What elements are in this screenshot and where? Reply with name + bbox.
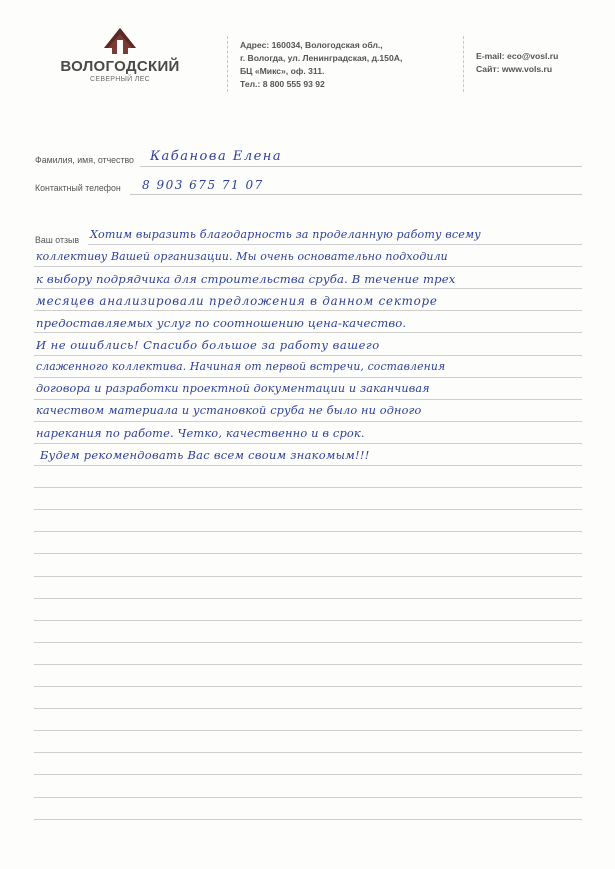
- name-value: Кабанова Елена: [150, 149, 283, 164]
- review-line: нарекания по работе. Четко, качественно и в срок.: [36, 426, 365, 440]
- phone-line: Тел.: 8 800 555 93 92: [240, 79, 325, 89]
- email-text: E-mail: eco@vosl.ru: [476, 51, 559, 61]
- review-line: предоставляемых услуг по соотношению цена-качество.: [36, 316, 407, 330]
- address-line: БЦ «Микс», оф. 311.: [240, 66, 325, 76]
- review-line: Будем рекомендовать Вас всем своим знакомым!!!: [40, 448, 370, 462]
- review-line: И не ошиблись! Спасибо большое за работу вашего: [36, 338, 380, 352]
- review-line: коллективу Вашей организации. Мы очень основательно подходили: [36, 250, 448, 263]
- phone-label: Контактный телефон: [35, 183, 121, 193]
- review-line: Хотим выразить благодарность за проделанную работу всему: [90, 228, 481, 241]
- website-text: Сайт: www.vols.ru: [476, 64, 553, 74]
- review-line: качеством материала и установкой сруба не было ни одного: [36, 404, 422, 417]
- review-line: месяцев анализировали предложения в данном секторе: [36, 294, 438, 308]
- review-label: Ваш отзыв: [35, 235, 80, 245]
- brand-name: ВОЛОГОДСКИЙ: [60, 58, 180, 75]
- address-line: г. Вологда, ул. Ленинградская, д.150А,: [240, 53, 403, 63]
- name-label: Фамилия, имя, отчество: [35, 155, 134, 165]
- review-line: слаженного коллектива. Начиная от первой встречи, составления: [36, 360, 446, 373]
- brand-subtitle: СЕВЕРНЫЙ ЛЕС: [90, 76, 150, 83]
- review-line: договора и разработки проектной документации и заканчивая: [36, 382, 430, 395]
- review-line: к выбору подрядчика для строительства сруба. В течение трех: [36, 272, 456, 286]
- phone-value: 8 903 675 71 07: [142, 178, 264, 192]
- address-line: Адрес: 160034, Вологодская обл.,: [240, 40, 383, 50]
